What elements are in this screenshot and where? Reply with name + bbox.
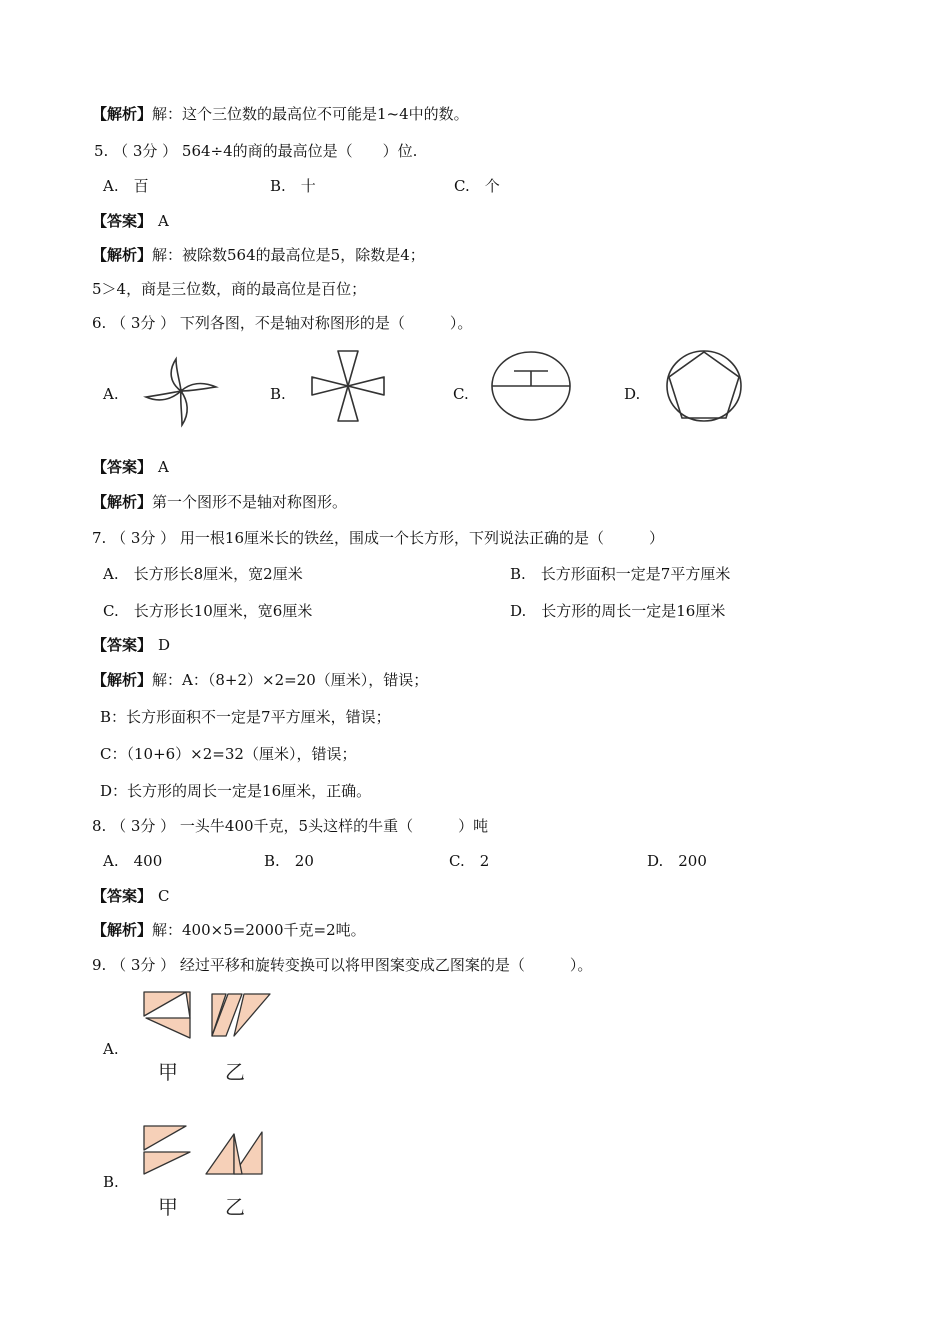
q5-option-c[interactable]: C. 个 (454, 177, 500, 195)
q8-analysis: 【解析】解：400×5=2000千克=2吨。 (92, 921, 366, 939)
q9-option-a-label[interactable]: A. (103, 1040, 119, 1058)
q7-option-a[interactable]: A. 长方形长8厘米，宽2厘米 (103, 565, 303, 583)
q5-analysis-1: 【解析】解：被除数564的最高位是5，除数是4； (92, 246, 425, 264)
q7-option-c[interactable]: C. 长方形长10厘米，宽6厘米 (103, 602, 313, 620)
q9-option-a-caption-jia: 甲 (158, 1060, 178, 1084)
q6-answer: 【答案】 A (92, 458, 169, 476)
q9-stem: 9. （ 3分 ） 经过平移和旋转变换可以将甲图案变成乙图案的是（ ）。 (92, 956, 593, 974)
q7-answer: 【答案】 D (92, 636, 171, 654)
q9-option-b-label[interactable]: B. (103, 1173, 119, 1191)
q4-analysis: 【解析】解：这个三位数的最高位不可能是1~4中的数。 (92, 105, 469, 123)
q7-analysis-2: B：长方形面积不一定是7平方厘米，错误； (100, 708, 391, 726)
q7-analysis-4: D：长方形的周长一定是16厘米，正确。 (100, 782, 372, 800)
q7-analysis-3: C：（10+6）×2=32（厘米），错误； (100, 745, 357, 763)
q7-stem: 7. （ 3分 ） 用一根16厘米长的铁丝，围成一个长方形，下列说法正确的是（ ） (92, 529, 665, 547)
q8-option-a[interactable]: A. 400 (103, 852, 163, 870)
q5-option-a[interactable]: A. 百 (103, 177, 149, 195)
q6-option-b-cross-figure[interactable] (306, 349, 390, 423)
q5-option-b[interactable]: B. 十 (270, 177, 316, 195)
q6-option-b-label[interactable]: B. (270, 385, 286, 403)
q9-option-b-caption-jia: 甲 (158, 1195, 178, 1219)
q9-option-a-caption-yi: 乙 (225, 1060, 245, 1084)
q7-option-b[interactable]: B. 长方形面积一定是7平方厘米 (510, 565, 731, 583)
q6-analysis: 【解析】第一个图形不是轴对称图形。 (92, 493, 348, 511)
q8-option-b[interactable]: B. 20 (264, 852, 314, 870)
q6-stem: 6. （ 3分 ） 下列各图，不是轴对称图形的是（ ）。 (92, 314, 473, 332)
q6-option-c-label[interactable]: C. (453, 385, 469, 403)
q9-option-b-caption-yi: 乙 (225, 1195, 245, 1219)
q7-option-d[interactable]: D. 长方形的周长一定是16厘米 (510, 602, 726, 620)
q5-analysis-2: 5＞4，商是三位数，商的最高位是百位； (92, 280, 367, 298)
q8-option-d[interactable]: D. 200 (647, 852, 707, 870)
q5-stem: 5. （ 3分 ） 564÷4的商的最高位是（ ）位. (94, 142, 418, 160)
q6-option-c-circle-figure[interactable] (488, 349, 574, 423)
q8-option-c[interactable]: C. 2 (449, 852, 490, 870)
q9-option-b-shapes-figure[interactable] (138, 1120, 278, 1176)
q9-option-a-shapes-figure[interactable] (138, 988, 278, 1040)
q6-option-d-label[interactable]: D. (624, 385, 641, 403)
q5-answer: 【答案】 A (92, 212, 169, 230)
q8-answer: 【答案】 C (92, 887, 170, 905)
analysis-label: 【解析】 (92, 105, 153, 123)
q6-option-a-label[interactable]: A. (103, 385, 119, 403)
q6-option-a-pinwheel-figure[interactable] (140, 353, 224, 429)
q6-option-d-pentagon-figure[interactable] (663, 347, 745, 425)
q7-analysis-1: 【解析】解：A：（8+2）×2=20（厘米），错误； (92, 671, 429, 689)
q8-stem: 8. （ 3分 ） 一头牛400千克，5头这样的牛重（ ）吨 (92, 817, 489, 835)
